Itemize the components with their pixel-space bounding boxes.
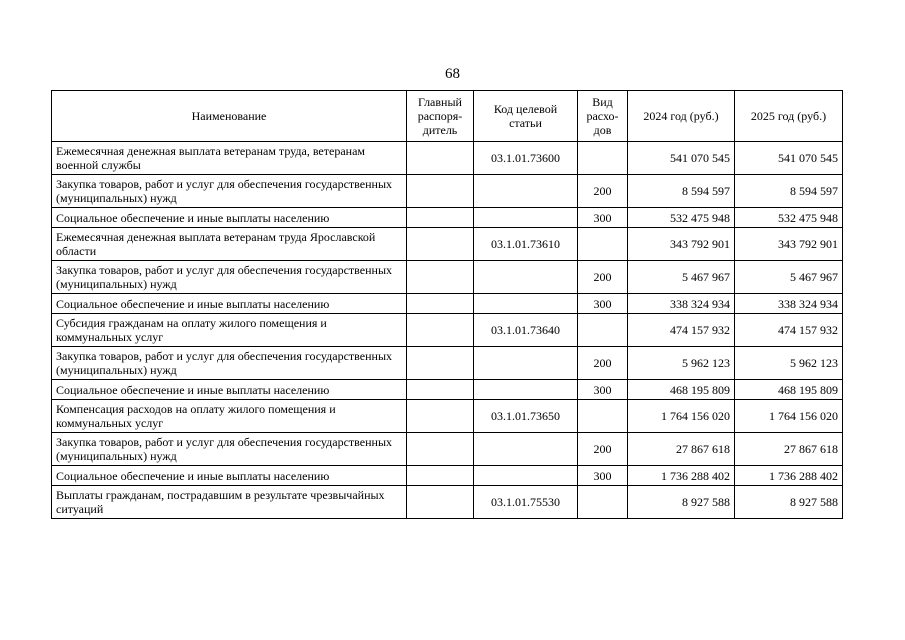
cell-2025: 474 157 932: [735, 314, 843, 347]
table-row: [52, 433, 843, 466]
cell-type: 300: [578, 294, 628, 314]
cell-code: 03.1.01.73650: [474, 400, 578, 433]
cell-admin: [407, 208, 474, 228]
cell-name: Социальное обеспечение и иные выплаты населению: [52, 380, 407, 400]
cell-code: [474, 175, 578, 208]
cell-admin: [407, 314, 474, 347]
cell-type: 300: [578, 208, 628, 228]
cell-2025: 5 962 123: [735, 347, 843, 380]
cell-admin: [407, 294, 474, 314]
table-row: [52, 208, 843, 228]
budget-table: [51, 90, 843, 519]
header-2024: 2024 год (руб.): [628, 91, 735, 142]
table-row: [52, 294, 843, 314]
cell-2025: 8 927 588: [735, 486, 843, 519]
table-row: [52, 347, 843, 380]
cell-2025: 338 324 934: [735, 294, 843, 314]
cell-code: 03.1.01.73600: [474, 142, 578, 175]
header-admin: Главный распоря-дитель: [407, 91, 474, 142]
table-row: [52, 380, 843, 400]
cell-admin: [407, 466, 474, 486]
cell-code: [474, 380, 578, 400]
cell-2024: 474 157 932: [628, 314, 735, 347]
cell-2025: 532 475 948: [735, 208, 843, 228]
cell-2025: 468 195 809: [735, 380, 843, 400]
cell-type: 300: [578, 380, 628, 400]
cell-name: Закупка товаров, работ и услуг для обеспечения государственных (муниципальных) нужд: [52, 175, 407, 208]
cell-2024: 468 195 809: [628, 380, 735, 400]
cell-type: [578, 314, 628, 347]
cell-type: [578, 228, 628, 261]
cell-type: 200: [578, 433, 628, 466]
cell-name: Выплаты гражданам, пострадавшим в результате чрезвычайных ситуаций: [52, 486, 407, 519]
table-row: [52, 400, 843, 433]
cell-type: [578, 400, 628, 433]
cell-2024: 5 962 123: [628, 347, 735, 380]
cell-2024: 343 792 901: [628, 228, 735, 261]
header-code: Код целевой статьи: [474, 91, 578, 142]
cell-admin: [407, 380, 474, 400]
table-row: [52, 142, 843, 175]
cell-admin: [407, 486, 474, 519]
cell-name: Ежемесячная денежная выплата ветеранам труда, ветеранам военной службы: [52, 142, 407, 175]
cell-2025: 343 792 901: [735, 228, 843, 261]
cell-type: 200: [578, 175, 628, 208]
cell-admin: [407, 347, 474, 380]
header-name: Наименование: [52, 91, 407, 142]
cell-type: 300: [578, 466, 628, 486]
cell-name: Социальное обеспечение и иные выплаты населению: [52, 208, 407, 228]
cell-type: 200: [578, 261, 628, 294]
cell-2024: 1 736 288 402: [628, 466, 735, 486]
page-number: 68: [445, 66, 460, 82]
cell-admin: [407, 400, 474, 433]
cell-2024: 532 475 948: [628, 208, 735, 228]
table-row: [52, 175, 843, 208]
cell-2024: 338 324 934: [628, 294, 735, 314]
cell-name: Закупка товаров, работ и услуг для обеспечения государственных (муниципальных) нужд: [52, 433, 407, 466]
cell-2025: 27 867 618: [735, 433, 843, 466]
table-header-row: [52, 91, 843, 142]
cell-code: [474, 261, 578, 294]
cell-2024: 541 070 545: [628, 142, 735, 175]
table-row: [52, 228, 843, 261]
table-row: [52, 314, 843, 347]
header-type: Вид расхо-дов: [578, 91, 628, 142]
header-2025: 2025 год (руб.): [735, 91, 843, 142]
cell-2025: 541 070 545: [735, 142, 843, 175]
cell-type: 200: [578, 347, 628, 380]
cell-2024: 5 467 967: [628, 261, 735, 294]
table-row: [52, 261, 843, 294]
cell-type: [578, 486, 628, 519]
cell-2024: 27 867 618: [628, 433, 735, 466]
cell-2024: 8 927 588: [628, 486, 735, 519]
cell-code: [474, 347, 578, 380]
cell-2025: 8 594 597: [735, 175, 843, 208]
cell-admin: [407, 228, 474, 261]
cell-code: [474, 208, 578, 228]
cell-name: Субсидия гражданам на оплату жилого помещения и коммунальных услуг: [52, 314, 407, 347]
cell-2024: 1 764 156 020: [628, 400, 735, 433]
table-row: [52, 466, 843, 486]
cell-type: [578, 142, 628, 175]
cell-name: Закупка товаров, работ и услуг для обеспечения государственных (муниципальных) нужд: [52, 347, 407, 380]
cell-name: Ежемесячная денежная выплата ветеранам труда Ярославской области: [52, 228, 407, 261]
cell-code: [474, 294, 578, 314]
cell-admin: [407, 261, 474, 294]
cell-2024: 8 594 597: [628, 175, 735, 208]
cell-code: 03.1.01.73640: [474, 314, 578, 347]
cell-code: 03.1.01.73610: [474, 228, 578, 261]
cell-admin: [407, 175, 474, 208]
cell-name: Социальное обеспечение и иные выплаты населению: [52, 466, 407, 486]
cell-code: [474, 466, 578, 486]
cell-2025: 5 467 967: [735, 261, 843, 294]
cell-name: Социальное обеспечение и иные выплаты населению: [52, 294, 407, 314]
cell-admin: [407, 433, 474, 466]
cell-name: Компенсация расходов на оплату жилого помещения и коммунальных услуг: [52, 400, 407, 433]
cell-code: 03.1.01.75530: [474, 486, 578, 519]
cell-admin: [407, 142, 474, 175]
cell-name: Закупка товаров, работ и услуг для обеспечения государственных (муниципальных) нужд: [52, 261, 407, 294]
table-row: [52, 486, 843, 519]
cell-2025: 1 764 156 020: [735, 400, 843, 433]
cell-code: [474, 433, 578, 466]
cell-2025: 1 736 288 402: [735, 466, 843, 486]
